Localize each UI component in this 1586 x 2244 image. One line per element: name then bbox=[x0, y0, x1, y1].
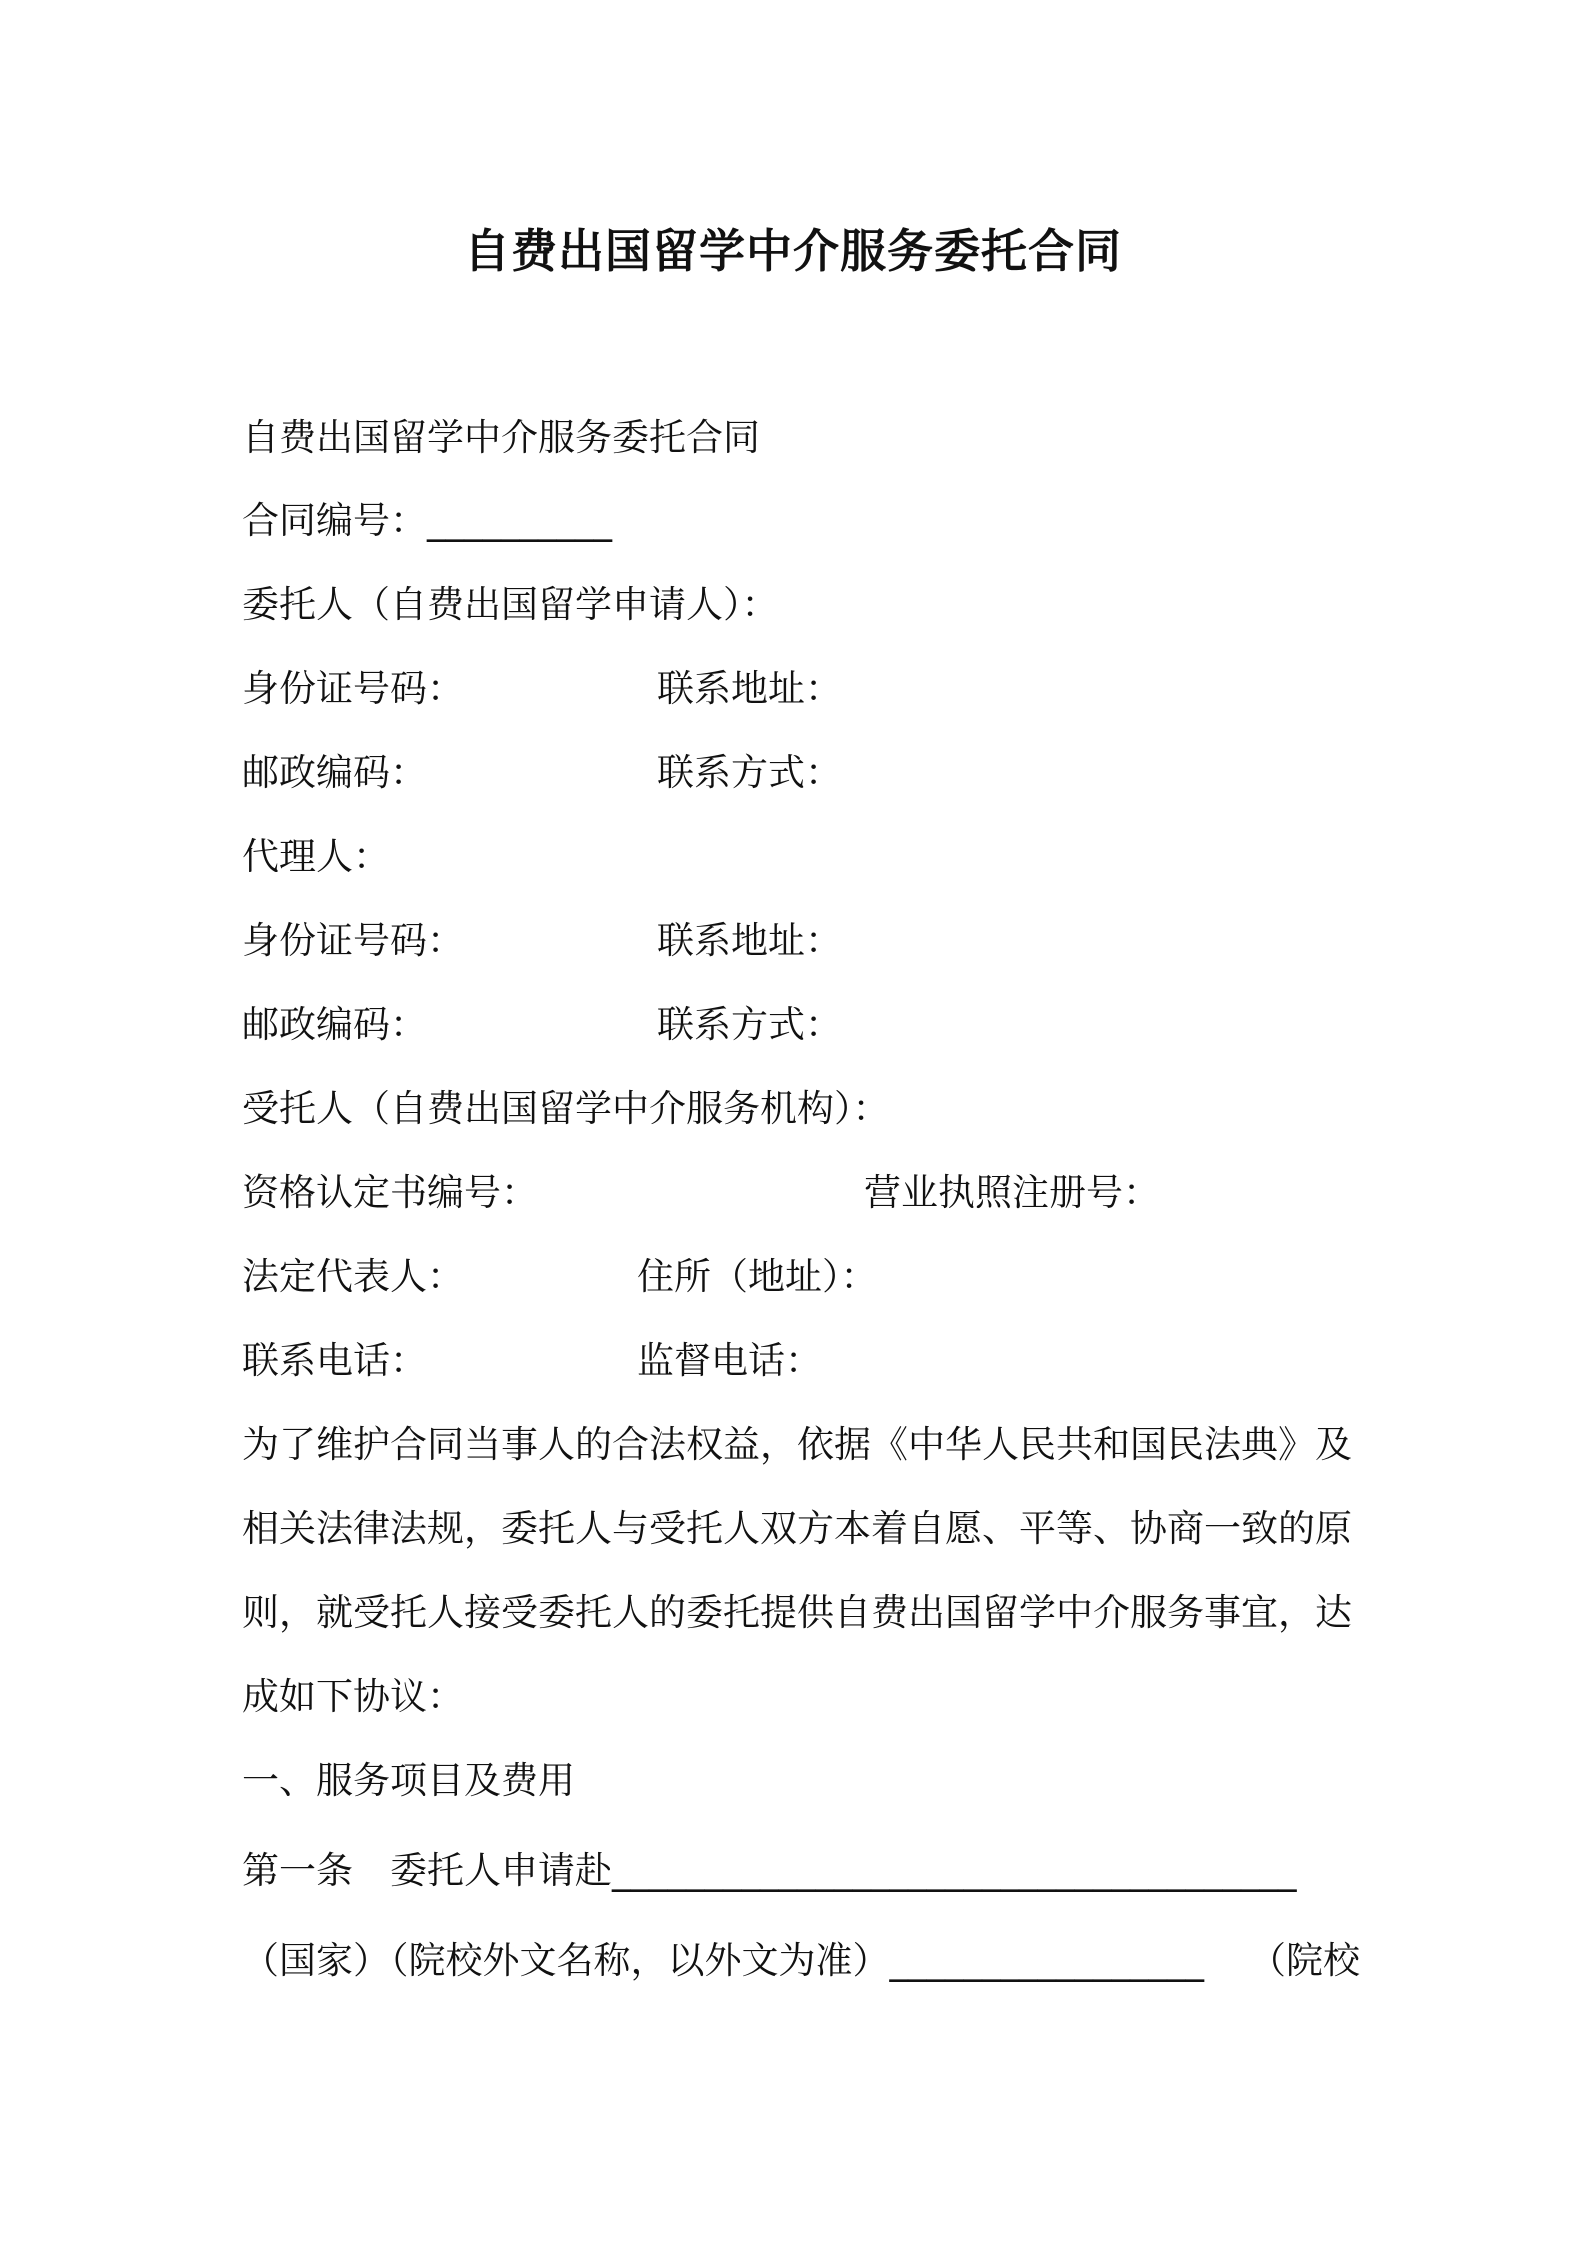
article-1-text: 委托人申请赴_____________________________________ bbox=[390, 1849, 1297, 1892]
document-title: 自费出国留学中介服务委托合同 bbox=[464, 224, 1122, 278]
trustee-cert-label: 资格认定书编号： bbox=[242, 1171, 538, 1214]
preamble-line-2: 相关法律法规，委托人与受托人双方本着自愿、平等、协商一致的原 bbox=[242, 1507, 1352, 1550]
preamble-line-1: 为了维护合同当事人的合法权益，依据《中华人民共和国民法典》及 bbox=[242, 1423, 1352, 1466]
article-1-line-2 bbox=[242, 1936, 1360, 1986]
client-postcode-row bbox=[242, 748, 842, 798]
agent-postcode-label: 邮政编码： bbox=[242, 1003, 427, 1046]
agent-id-label: 身份证号码： bbox=[242, 919, 464, 962]
client-id-label: 身份证号码： bbox=[242, 667, 464, 710]
trustee-rep-row bbox=[242, 1252, 878, 1302]
agent-heading: 代理人： bbox=[242, 835, 390, 878]
article-1-line-2-b: （院校 bbox=[1249, 1939, 1360, 1982]
trustee-phone-row bbox=[242, 1336, 822, 1386]
client-address-label: 联系地址： bbox=[657, 667, 842, 710]
agent-postcode-row bbox=[242, 1000, 842, 1050]
contract-subtitle: 自费出国留学中介服务委托合同 bbox=[242, 416, 760, 459]
client-heading: 委托人（自费出国留学申请人）： bbox=[242, 583, 779, 626]
agent-address-label: 联系地址： bbox=[657, 919, 842, 962]
trustee-supervise-label: 监督电话： bbox=[637, 1339, 822, 1382]
preamble-line-3: 则，就受托人接受委托人的委托提供自费出国留学中介服务事宜，达 bbox=[242, 1591, 1352, 1634]
article-1-line-1 bbox=[242, 1846, 1297, 1896]
client-postcode-label: 邮政编码： bbox=[242, 751, 427, 794]
client-contact-label: 联系方式： bbox=[657, 751, 842, 794]
article-1-label: 第一条 bbox=[242, 1849, 353, 1892]
agent-id-row bbox=[242, 916, 842, 966]
preamble-line-4: 成如下协议： bbox=[242, 1675, 464, 1718]
trustee-rep-label: 法定代表人： bbox=[242, 1255, 464, 1298]
trustee-residence-label: 住所（地址）： bbox=[637, 1255, 878, 1298]
article-1-line-2-a: （国家）（院校外文名称，以外文为准）_________________ bbox=[242, 1939, 1204, 1982]
client-id-row bbox=[242, 664, 842, 714]
agent-contact-label: 联系方式： bbox=[657, 1003, 842, 1046]
trustee-license-label: 营业执照注册号： bbox=[864, 1171, 1160, 1214]
trustee-phone-label: 联系电话： bbox=[242, 1339, 427, 1382]
trustee-heading: 受托人（自费出国留学中介服务机构）： bbox=[242, 1087, 890, 1130]
section-1-title: 一、服务项目及费用 bbox=[242, 1759, 575, 1802]
trustee-cert-row bbox=[242, 1168, 1160, 1218]
contract-number: 合同编号：__________ bbox=[242, 499, 612, 542]
